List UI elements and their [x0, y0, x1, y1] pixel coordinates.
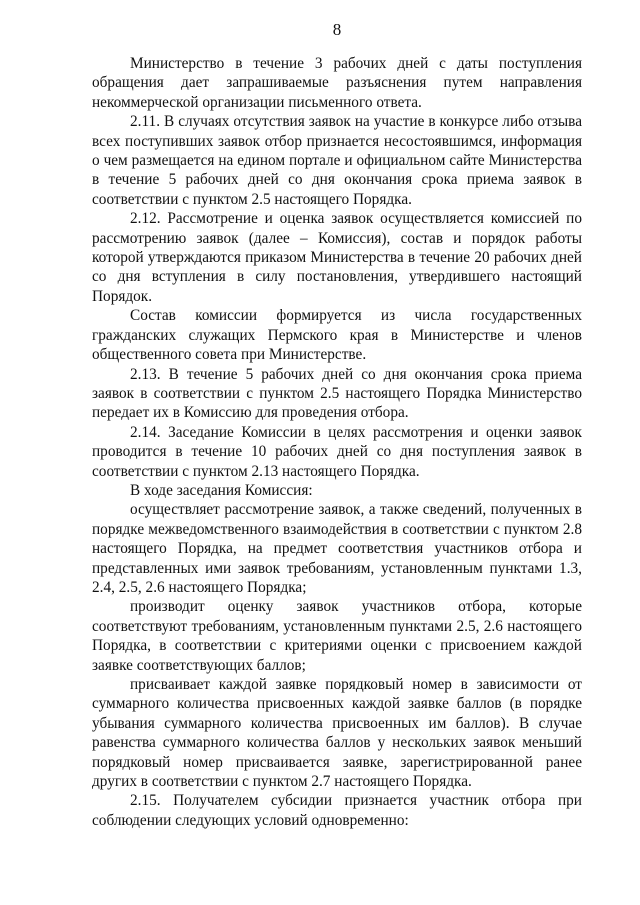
paragraph: производит оценку заявок участников отбора, которые соответствуют требованиям, установленным пунктами 2.5, 2.6 настоящего Порядка, в соответствии с критериями оценки с присвоением каждой заявке соответствующих баллов; — [92, 598, 582, 674]
paragraph: 2.13. В течение 5 рабочих дней со дня окончания срока приема заявок в соответствии с пунктом 2.5 настоящего Порядка Министерство передает их в Комиссию для проведения отбора. — [92, 365, 582, 422]
paragraph: осуществляет рассмотрение заявок, а также сведений, полученных в порядке межведомственного взаимодействия в соответствии с пунктом 2.8 настоящего Порядка, на предмет соответствия участников отбора и представленных ими заявок требованиям, установленным пунктами 1.3, 2.4, 2.5, 2.6 настоящего Порядка; — [92, 501, 582, 596]
paragraph: 2.12. Рассмотрение и оценка заявок осуществляется комиссией по рассмотрению заявок (далее – Комиссия), состав и порядок работы которой утверждаются приказом Министерства в течение 20 рабочих дней со дня вступления в силу постановления, утвердившего настоящий Порядок. — [92, 210, 582, 305]
paragraph: присваивает каждой заявке порядковый номер в зависимости от суммарного количества присвоенных каждой заявке баллов (в порядке убывания суммарного количества присвоенных им баллов). В случае равенства суммарного количества баллов у нескольких заявок меньший порядковый номер присваивается заявке, зарегистрированной ранее других в соответствии с пунктом 2.7 настоящего Порядка. — [92, 676, 582, 791]
page-number: 8 — [332, 20, 342, 39]
document-body — [92, 54, 582, 830]
paragraph: 2.11. В случаях отсутствия заявок на участие в конкурсе либо отзыва всех поступивших заявок отбор признается несостоявшимся, информация о чем размещается на едином портале и официальном сайте Министерства в течение 5 рабочих дней со дня окончания срока приема заявок в соответствии с пунктом 2.5 настоящего Порядка. — [92, 113, 582, 208]
paragraph: 2.15. Получателем субсидии признается участник отбора при соблюдении следующих условий одновременно: — [92, 792, 582, 829]
paragraph: Министерство в течение 3 рабочих дней с даты поступления обращения дает запрашиваемые разъяснения путем направления некоммерческой организации письменного ответа. — [92, 55, 582, 111]
paragraph: В ходе заседания Комиссия: — [130, 481, 313, 499]
paragraph: Состав комиссии формируется из числа государственных гражданских служащих Пермского края в Министерстве и членов общественного совета при Министерстве. — [92, 307, 582, 364]
paragraph: 2.14. Заседание Комиссии в целях рассмотрения и оценки заявок проводится в течение 10 рабочих дней со дня поступления заявок в соответствии с пунктом 2.13 настоящего Порядка. — [92, 423, 582, 480]
